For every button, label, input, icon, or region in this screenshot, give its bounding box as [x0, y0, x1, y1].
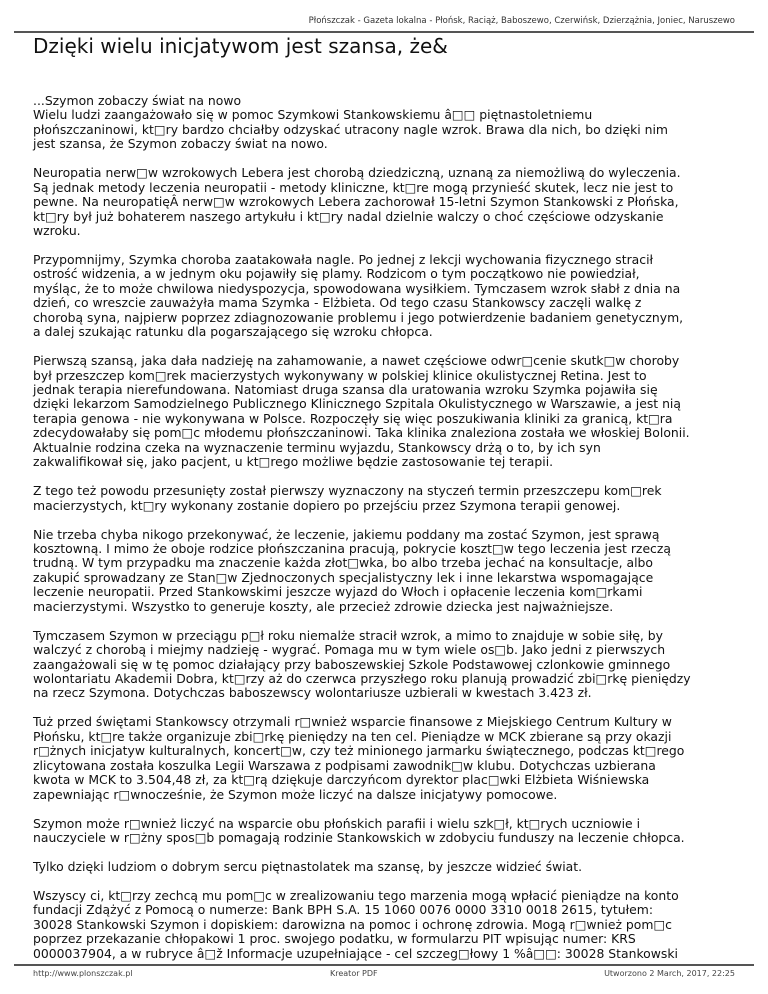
paragraph-line: Neuropatia nerw□w wzrokowych Lebera jest chorobą dziedziczną, uznaną za niemożliwą do wyleczenia. — [33, 165, 681, 181]
paragraph-line: na rzecz Szymona. Dotychczas baboszewscy wolontariusze uzbierali w kwestach 3.423 zł. — [33, 685, 592, 701]
paragraph-line: Tylko dzięki ludziom o dobrym sercu piętnastolatek ma szansę, by jeszcze widzieć świat. — [33, 858, 583, 874]
paragraph-line: trudną. W tym przypadku ma znaczenie każda złot□wka, bo albo trzeba jechać na konsultacje, albo — [33, 555, 653, 571]
article-paragraph — [33, 817, 691, 846]
footer-url-link[interactable]: http://www.plonszczak.pl — [33, 969, 133, 978]
article-paragraph — [33, 94, 691, 152]
paragraph-line: Pierwszą szansą, jaka dała nadzieję na zahamowanie, a nawet częściowe odwr□cenie skutk□w choroby — [33, 353, 680, 369]
paragraph-line: macierzystymi. Wszystko to generuje koszty, ale przecież zdrowie dziecka jest najważniejsze. — [33, 598, 614, 614]
article-paragraph — [33, 484, 691, 513]
paragraph-line: był przeszczep kom□rek macierzystych wykonywany w polskiej klinice okulistycznej Retina. Jest to — [33, 367, 647, 383]
paragraph-line: ...Szymon zobaczy świat na nowo — [33, 93, 242, 108]
paragraph-line: Aktualnie rodzina czeka na wyznaczenie terminu wyjazdu, Stankowscy drżą o to, by ich syn — [33, 439, 601, 455]
article-paragraph — [33, 889, 691, 961]
paragraph-line: Przypomnijmy, Szymka choroba zaatakowała nagle. Po jednej z lekcji wychowania fizycznego stracił — [33, 251, 654, 267]
paragraph-line: jednak terapia nierefundowana. Natomiast druga szansa dla uratowania wzroku Szymka pojawiła się — [33, 382, 658, 398]
paragraph-line: zakupić sprowadzany ze Stan□w Zjednoczonych specjalistyczny lek i inne lekarstwa wspomagające — [33, 569, 654, 585]
paragraph-line: terapia genowa - nie wykonywana w Polsce. Rozpoczęły się więc poszukiwania kliniki za granicą, kt□ra — [33, 410, 673, 426]
paragraph-line: płońszczaninowi, kt□ry bardzo chciałby odzyskać utracony nagle wzrok. Brawa dla nich, bo dzięki nim — [33, 121, 669, 137]
page-footer — [33, 969, 735, 981]
article-paragraph — [33, 253, 691, 340]
paragraph-line: ostrość widzenia, a w jednym oku pojawiły się plamy. Rodzicom o tym początkowo nie powiedział, — [33, 266, 640, 282]
article-title: Dzięki wielu inicjatywom jest szansa, że& — [33, 34, 448, 58]
paragraph-line: Wszyscy ci, kt□rzy zechcą mu pom□c w zrealizowaniu tego marzenia mogą wpłacić pieniądze na konto — [33, 887, 679, 903]
paragraph-line: kwota w MCK to 3.504,48 zł, za kt□rą dziękuje darczyńcom dyrektor plac□wki Elżbieta Wiśniewska — [33, 772, 650, 788]
paragraph-line: leczenie neuropatii. Przed Stankowskimi jeszcze wyjazd do Włoch i opłacenie leczenia kom□rkami — [33, 584, 643, 600]
footer-created-date: Utworzono 2 March, 2017, 22:25 — [604, 969, 735, 978]
running-header: Płońszczak - Gazeta lokalna - Płońsk, Raciąż, Baboszewo, Czerwińsk, Dzierzążnia, Joniec, Naruszewo — [308, 16, 735, 26]
paragraph-line: Nie trzeba chyba nikogo przekonywać, że leczenie, jakiemu poddany ma zostać Szymon, jest sprawą — [33, 526, 660, 542]
paragraph-line: 30028 Stankowski Szymon i dopiskiem: darowizna na pomoc i ochronę zdrowia. Mogą r□wnież pom□c — [33, 916, 672, 932]
paragraph-line: walczyć z chorobą i miejmy nadzieję - wygrać. Pomaga mu w tym wiele os□b. Jako jedni z pierwszych — [33, 642, 666, 658]
paragraph-line: r□żnych inicjatyw kulturalnych, koncert□w, czy też minionego jarmarku świątecznego, podczas kt□rego — [33, 743, 685, 759]
article-paragraph — [33, 715, 691, 802]
paragraph-line: wolontariatu Akademii Dobra, kt□rzy aż do czerwca przyszłego roku planują prowadzić zbi□rkę pieniędzy — [33, 671, 691, 687]
paragraph-line: Tuż przed świętami Stankowscy otrzymali r□wnież wsparcie finansowe z Miejskiego Centrum Kultury w — [33, 714, 672, 730]
paragraph-line: 0000037904, a w rubryce â□ž Informacje uzupełniające - cel szczeg□łowy 1 %â□□: 30028 Stankowski — [33, 945, 678, 961]
paragraph-line: kosztowną. I mimo że oboje rodzice płońszczanina pracują, pokrycie koszt□w tego leczenia jest rzeczą — [33, 540, 671, 556]
footer-divider — [14, 964, 754, 966]
paragraph-line: nauczyciele w r□żny spos□b pomagają rodzinie Stankowskich w zdobyciu funduszy na leczenie chłopca. — [33, 829, 685, 845]
article-paragraph — [33, 354, 691, 470]
article-paragraph — [33, 528, 691, 615]
paragraph-line: macierzystych, kt□ry wykonany zostanie dopiero po przejściu przez Szymona terapii genowej. — [33, 497, 621, 513]
paragraph-line: zlicytowana została koszulka Legii Warszawa z podpisami zawodnik□w klubu. Dotychczas uzbierana — [33, 757, 656, 773]
paragraph-line: chorobą syna, najpierw poprzez zdiagnozowanie problemu i jego potwierdzenie badaniem genetycznym, — [33, 309, 684, 325]
paragraph-line: Są jednak metody leczenia neuropatii - metody kliniczne, kt□re mogą przynieść skutek, lecz nie jest to — [33, 179, 674, 195]
paragraph-line: a dalej szukając ratunku dla pogarszającego się wzroku chłopca. — [33, 324, 433, 340]
article-body — [33, 94, 691, 975]
paragraph-line: Szymon może r□wnież liczyć na wsparcie obu płońskich parafii i wielu szk□ł, kt□rych uczniowie i — [33, 815, 641, 831]
paragraph-line: Tymczasem Szymon w przeciągu p□ł roku niemalże stracił wzrok, a mimo to znajduje w sobie siłę, by — [33, 627, 663, 643]
header-divider — [14, 31, 754, 33]
paragraph-line: zaangażowali się w tę pomoc działający przy baboszewskiej Szkole Podstawowej czlonkowie gminnego — [33, 656, 671, 672]
paragraph-line: poprzez przekazanie chłopakowi 1 proc. swojego podatku, w formularzu PIT wpisując numer: KRS — [33, 931, 636, 947]
paragraph-line: zdecydowałaby się pom□c młodemu płońszczaninowi. Taka klinika znaleziona została we włoskiej Bolonii. — [33, 425, 690, 441]
article-paragraph — [33, 860, 691, 874]
paragraph-line: pewne. Na neuropatięÂ nerw□w wzrokowych Lebera zachorował 15-letni Szymon Stankowski z Płońska, — [33, 194, 679, 210]
paragraph-line: dzięki lekarzom Samodzielnego Publicznego Klinicznego Szpitala Okulistycznego w Warszawie, a jest nią — [33, 396, 681, 412]
paragraph-line: myśląc, że to może chwilowa niedyspozycja, spowodowana wysiłkiem. Tymczasem wzrok słabł z dnia na — [33, 280, 681, 296]
footer-generator: Kreator PDF — [330, 969, 378, 978]
paragraph-line: dzień, co wreszcie zauważyła mama Szymka - Elżbieta. Od tego czasu Stankowscy zaczęli walkę z — [33, 295, 642, 311]
article-paragraph — [33, 629, 691, 701]
paragraph-line: Wielu ludzi zaangażowało się w pomoc Szymkowi Stankowskiemu â□□ piętnastoletniemu — [33, 107, 593, 123]
paragraph-line: Z tego też powodu przesunięty został pierwszy wyznaczony na styczeń termin przeszczepu kom□rek — [33, 483, 662, 499]
paragraph-line: zapewniając r□wnocześnie, że Szymon może liczyć na dalsze inicjatywy pomocowe. — [33, 786, 558, 802]
paragraph-line: jest szansa, że Szymon zobaczy świat na nowo. — [33, 136, 328, 152]
article-paragraph — [33, 166, 691, 238]
paragraph-line: wzroku. — [33, 223, 81, 239]
paragraph-line: zakwalifikował się, jako pacjent, u kt□rego możliwe będzie zastosowanie tej terapii. — [33, 454, 554, 470]
paragraph-line: Płońsku, kt□re także organizuje zbi□rkę pieniędzy na ten cel. Pieniądze w MCK zbierane są przy okazji — [33, 728, 672, 744]
paragraph-line: kt□ry był już bohaterem naszego artykułu i kt□ry nadal dzielnie walczy o choć częściowe odzyskanie — [33, 208, 664, 224]
paragraph-line: fundacji Zdążyć z Pomocą o numerze: Bank BPH S.A. 15 1060 0076 0000 3310 0018 2615, tytułem: — [33, 902, 653, 918]
